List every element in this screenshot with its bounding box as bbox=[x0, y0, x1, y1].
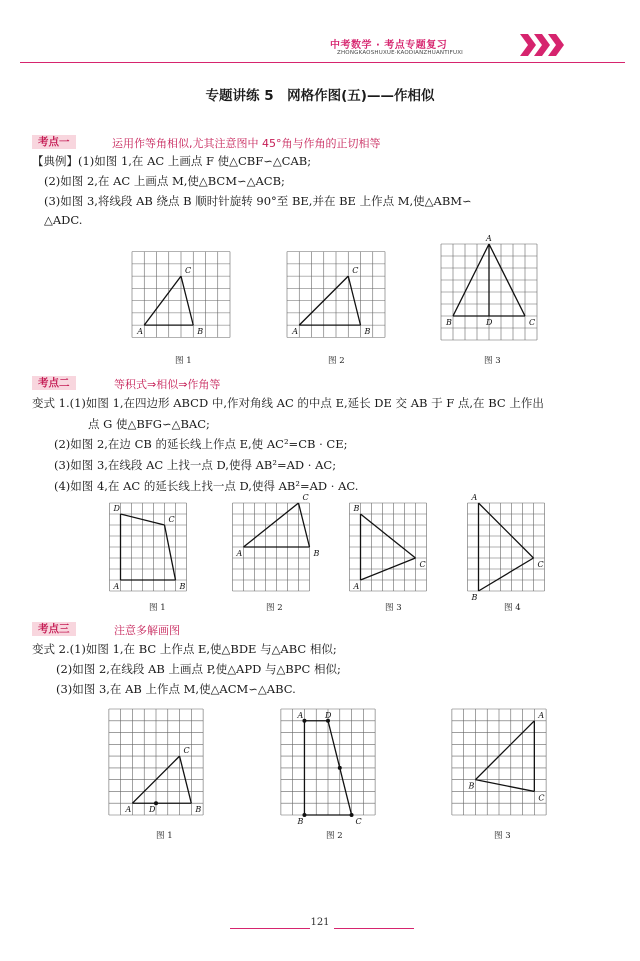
vertex-label: D bbox=[325, 710, 332, 720]
point-dot bbox=[350, 813, 354, 817]
text-line: △ADC. bbox=[44, 213, 83, 227]
footer-rule-left bbox=[230, 928, 310, 929]
section-tag-2: 考点二 bbox=[32, 376, 76, 390]
segment-CA bbox=[479, 503, 534, 558]
caption: 图 3 bbox=[494, 831, 511, 841]
text-line: 变式 1.(1)如图 1,在四边形 ABCD 中,作对角线 AC 的中点 E,延长 DE 交 AB 于 F 点,在 BC 上作出 bbox=[32, 396, 544, 410]
section-tag-3: 考点三 bbox=[32, 622, 76, 636]
vertex-label: C bbox=[355, 817, 362, 826]
vertex-label: B bbox=[197, 327, 204, 337]
vertex-label: D bbox=[113, 504, 120, 513]
point-dot bbox=[338, 766, 342, 770]
vertex-label: B bbox=[179, 582, 186, 591]
vertex-label: B bbox=[471, 593, 478, 602]
vertex-label: C bbox=[419, 560, 426, 569]
section-heading-2: 等积式⇒相似⇒作角等 bbox=[114, 378, 221, 391]
text-line: (4)如图 4,在 AC 的延长线上找一点 D,使得 AB²=AD · AC. bbox=[54, 479, 359, 493]
figure-v2-3 bbox=[443, 703, 555, 821]
figure-ex-2 bbox=[281, 243, 391, 346]
page-number: 121 bbox=[310, 917, 330, 928]
vertex-label: B bbox=[297, 817, 304, 826]
vertex-label: B bbox=[468, 781, 475, 791]
caption: 图 1 bbox=[175, 356, 192, 366]
caption: 图 4 bbox=[504, 603, 521, 613]
grid bbox=[109, 709, 203, 815]
caption: 图 3 bbox=[385, 603, 402, 613]
figure-v2-2 bbox=[272, 703, 384, 826]
section-tag-1: 考点一 bbox=[32, 135, 76, 149]
text-line: 点 G 使△BFG∽△BAC; bbox=[88, 417, 210, 431]
segment-AB bbox=[475, 721, 534, 780]
vertex-label: C bbox=[352, 266, 359, 276]
vertex-label: A bbox=[471, 493, 478, 502]
vertex-label: A bbox=[297, 710, 304, 720]
vertex-label: B bbox=[313, 549, 320, 558]
vertex-label: C bbox=[185, 266, 192, 276]
figure-v2-1 bbox=[100, 703, 212, 821]
vertex-label: B bbox=[195, 805, 202, 815]
caption: 图 1 bbox=[156, 831, 173, 841]
vertex-label: C bbox=[302, 493, 309, 502]
vertex-label: A bbox=[538, 710, 545, 720]
section-heading-3: 注意多解画图 bbox=[114, 624, 180, 637]
vertex-label: B bbox=[364, 327, 371, 337]
vertex-label: A bbox=[137, 327, 144, 337]
vertex-label: B bbox=[446, 318, 452, 327]
vertex-label: D bbox=[149, 805, 156, 815]
vertex-label: C bbox=[538, 793, 545, 803]
header-divider bbox=[20, 62, 625, 63]
header-chevron-icon bbox=[520, 32, 570, 58]
vertex-label: A bbox=[353, 582, 360, 591]
page-title: 专题讲练 5 网格作图(五)——作相似 bbox=[205, 88, 435, 104]
vertex-label: A bbox=[113, 582, 120, 591]
caption: 图 3 bbox=[484, 356, 501, 366]
vertex-label: A bbox=[236, 549, 243, 558]
vertex-label: C bbox=[537, 560, 544, 569]
segment-CB bbox=[165, 525, 176, 580]
segment-BC bbox=[475, 780, 534, 792]
text-line: 【典例】(1)如图 1,在 AC 上画点 F 使△CBF∽△CAB; bbox=[32, 154, 312, 168]
vertex-label: C bbox=[529, 318, 536, 327]
figure-v1-4 bbox=[458, 493, 554, 602]
caption: 图 1 bbox=[149, 603, 166, 613]
figure-v1-3 bbox=[340, 497, 436, 597]
vertex-label: A bbox=[125, 805, 132, 815]
caption: 图 2 bbox=[326, 831, 343, 841]
text-line: (2)如图 2,在边 CB 的延长线上作点 E,使 AC²=CB · CE; bbox=[54, 437, 348, 451]
grid bbox=[452, 709, 546, 815]
figure-ex-1 bbox=[126, 243, 236, 346]
text-line: 变式 2.(1)如图 1,在 BC 上作点 E,使△BDE 与△ABC 相似; bbox=[32, 642, 337, 656]
vertex-label: A bbox=[292, 327, 299, 337]
vertex-label: A bbox=[486, 234, 492, 243]
footer-rule-right bbox=[334, 928, 414, 929]
text-line: (3)如图 3,在 AB 上作点 M,使△ACM∽△ABC. bbox=[56, 682, 296, 696]
text-line: (3)如图 3,在线段 AC 上找一点 D,使得 AB²=AD · AC; bbox=[54, 458, 337, 472]
text-line: (3)如图 3,将线段 AB 绕点 B 顺时针旋转 90°至 BE,并在 BE 上作点 M,使△ABM∽ bbox=[44, 194, 472, 208]
figure-v1-2 bbox=[223, 493, 320, 597]
figure-v1-1 bbox=[103, 497, 193, 597]
text-line: (2)如图 2,在线段 AB 上画点 P,使△APD 与△BPC 相似; bbox=[56, 662, 341, 676]
vertex-label: C bbox=[183, 746, 190, 756]
segment-BC bbox=[479, 558, 534, 591]
grid bbox=[281, 709, 375, 815]
section-heading-1: 运用作等角相似,尤其注意图中 45°角与作角的正切相等 bbox=[112, 137, 381, 150]
figure-ex-3 bbox=[433, 234, 545, 346]
vertex-label: D bbox=[486, 318, 493, 327]
header-pinyin: ZHONGKAOSHUXUE·KAODIANZHUANTIFUXI bbox=[337, 50, 463, 56]
caption: 图 2 bbox=[266, 603, 283, 613]
header-series: 中考数学 · 考点专题复习 bbox=[330, 40, 448, 51]
vertex-label: C bbox=[168, 515, 175, 524]
vertex-label: B bbox=[353, 504, 360, 513]
caption: 图 2 bbox=[328, 356, 345, 366]
text-line: (2)如图 2,在 AC 上画点 M,使△BCM∽△ACB; bbox=[44, 174, 285, 188]
